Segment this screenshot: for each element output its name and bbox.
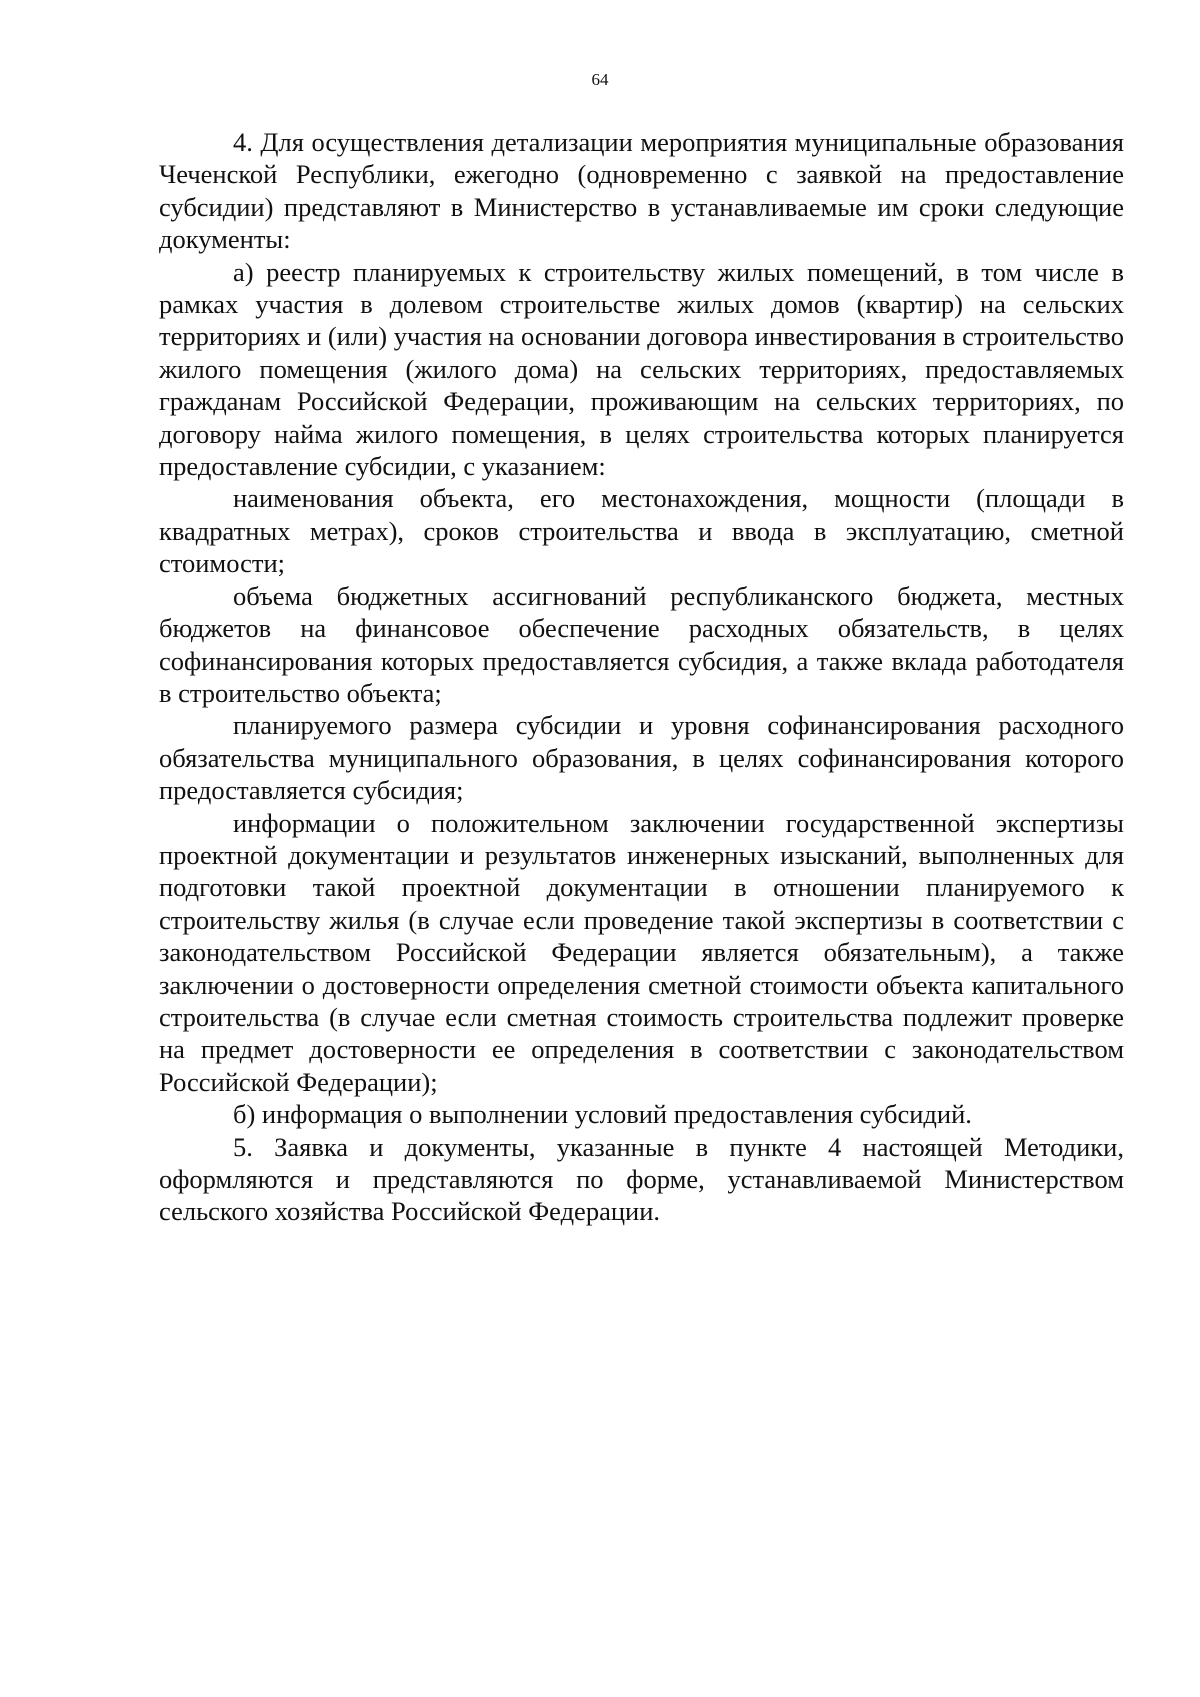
- paragraph-item-4: 4. Для осуществления детализации мероприятия муниципальные образования Чеченской Республики, ежегодно (одновременно с заявкой на предоставление субсидии) представляют в Министерство в устанавливаемые им сроки следующие документы:: [159, 127, 1124, 255]
- paragraph-budget-volume: объема бюджетных ассигнований республиканского бюджета, местных бюджетов на финансовое обеспечение расходных обязательств, в целях софинансирования которых предоставляется субсидия, а также вклада работодателя в строительство объекта;: [159, 580, 1124, 708]
- paragraph-subitem-a: а) реестр планируемых к строительству жилых помещений, в том числе в рамках участия в долевом строительстве жилых домов (квартир) на сельских территориях и (или) участия на основании договора инвестирования в строительство жилого помещения (жилого дома) на сельских территориях, предоставляемых гражданам Российской Федерации, проживающим на сельских территориях, по договору найма жилого помещения, в целях строительства которых планируется предоставление субсидии, с указанием:: [159, 256, 1124, 482]
- paragraph-subsidy-size: планируемого размера субсидии и уровня софинансирования расходного обязательства муниципального образования, в целях софинансирования которого предоставляется субсидия;: [159, 710, 1124, 806]
- page-number: 64: [591, 70, 609, 89]
- paragraph-expertise-info: информации о положительном заключении государственной экспертизы проектной документации и результатов инженерных изысканий, выполненных для подготовки такой проектной документации в отношении планируемого к строительству жилья (в случае если проведение такой экспертизы в соответствии с законодательством Российской Федерации является обязательным), а также заключении о достоверности определения сметной стоимости объекта капитального строительства (в случае если сметная стоимость строительства подлежит проверке на предмет достоверности ее определения в соответствии с законодательством Российской Федерации);: [159, 807, 1124, 1097]
- paragraph-item-5: 5. Заявка и документы, указанные в пункте 4 настоящей Методики, оформляются и представляются по форме, устанавливаемой Министерством сельского хозяйства Российской Федерации.: [159, 1131, 1124, 1227]
- paragraph-subitem-b: б) информация о выполнении условий предоставления субсидий.: [233, 1099, 972, 1130]
- document-body: [159, 126, 1124, 1228]
- paragraph-object-name: наименования объекта, его местонахождения, мощности (площади в квадратных метрах), сроков строительства и ввода в эксплуатацию, сметной стоимости;: [159, 483, 1124, 579]
